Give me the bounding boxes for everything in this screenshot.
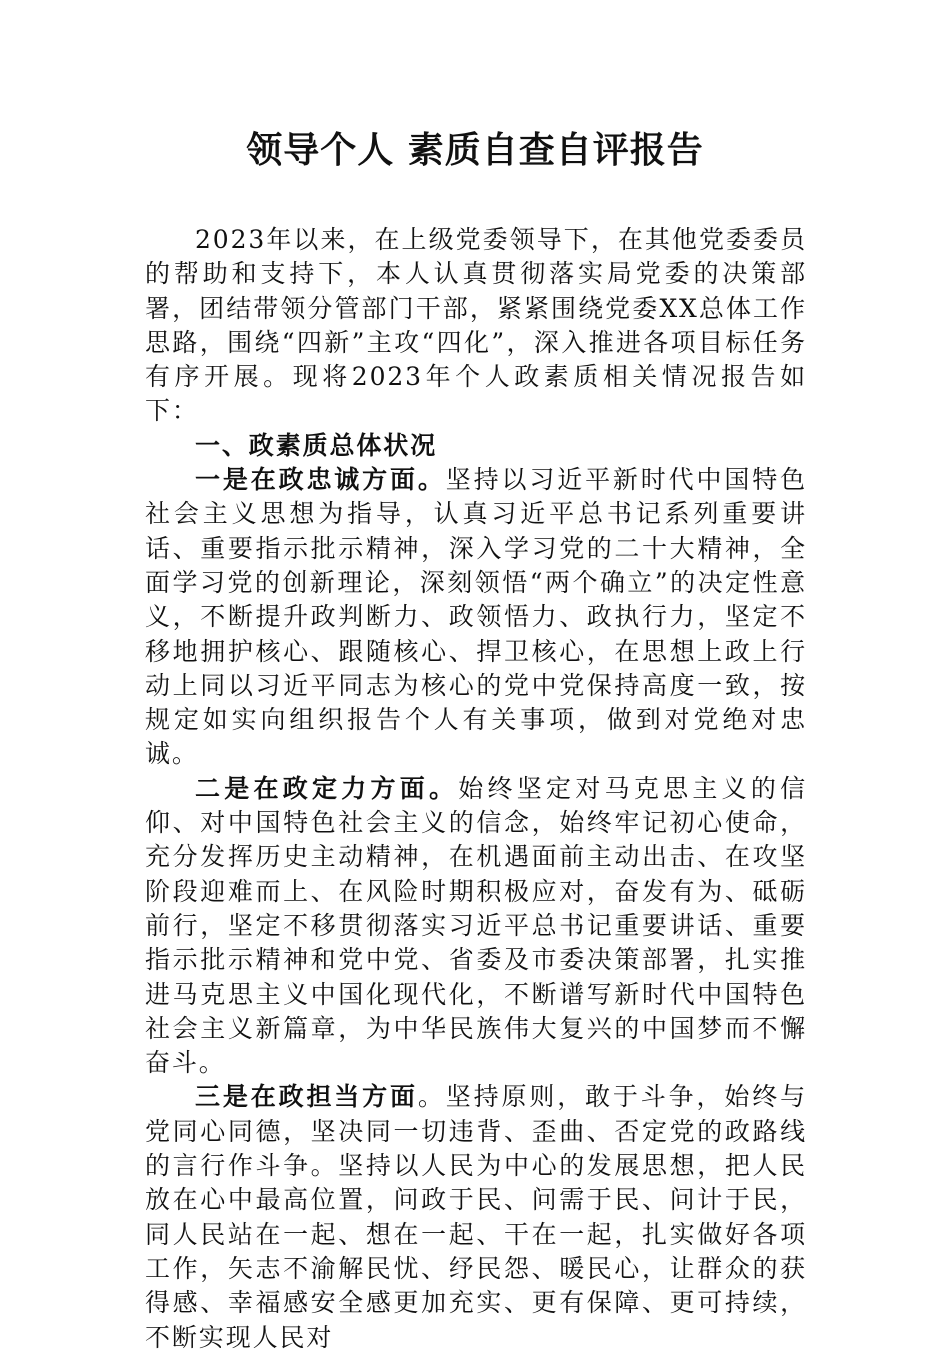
paragraph-loyalty (145, 463, 807, 772)
document-body (145, 223, 807, 1355)
intro-paragraph: 2023年以来，在上级党委领导下，在其他党委委员的帮助和支持下，本人认真贯彻落实局党委的决策部署，团结带领分管部门干部，紧紧围绕党委XX总体工作思路，围绕“四新”主攻“四化”，深入推进各项目标任务有序开展。现将2023年个人政素质相关情况报告如下： (145, 225, 807, 426)
paragraph-loyalty-text: 坚持以习近平新时代中国特色社会主义思想为指导，认真习近平总书记系列重要讲话、重要指示批示精神，深入学习党的二十大精神，全面学习党的创新理论，深刻领悟“两个确立”的决定性意义，不断提升政判断力、政领悟力、政执行力，坚定不移地拥护核心、跟随核心、捍卫核心，在思想上政上行动上同以习近平同志为核心的党中党保持高度一致，按规定如实向组织报告个人有关事项，做到对党绝对忠诚。 (145, 465, 808, 769)
paragraph-loyalty-lead: 一是在政忠诚方面。 (195, 465, 446, 495)
paragraph-steadfastness-text: 始终坚定对马克思主义的信仰、对中国特色社会主义的信念，始终牢记初心使命，充分发挥历史主动精神，在机遇面前主动出击、在攻坚阶段迎难而上、在风险时期积极应对，奋发有为、砥砺前行，坚定不移贯彻落实习近平总书记重要讲话、重要指示批示精神和党中党、省委及市委决策部署，扎实推进马克思主义中国化现代化，不断谱写新时代中国特色社会主义新篇章，为中华民族伟大复兴的中国梦而不懈奋斗。 (145, 773, 807, 1078)
section-heading: 一、政素质总体状况 (195, 430, 438, 460)
paragraph-responsibility-text: 。坚持原则，敢于斗争，始终与党同心同德，坚决同一切违背、歪曲、否定党的政路线的言行作斗争。坚持以人民为中心的发展思想，把人民放在心中最高位置，问政于民、问需于民、问计于民，同人民站在一起、想在一起、干在一起，扎实做好各项工作，矢志不渝解民忧、纾民怨、暖民心，让群众的获得感、幸福感安全感更加充实、更有保障、更可持续，不断实现人民对 (145, 1082, 808, 1352)
paragraph-steadfastness-lead: 二是在政定力方面。 (195, 773, 459, 803)
paragraph-steadfastness (145, 772, 807, 1081)
document-title: 领导个人 素质自查自评报告 (246, 129, 704, 171)
paragraph-responsibility-lead: 三是在政担当方面 (195, 1082, 418, 1112)
paragraph-responsibility (145, 1080, 807, 1354)
